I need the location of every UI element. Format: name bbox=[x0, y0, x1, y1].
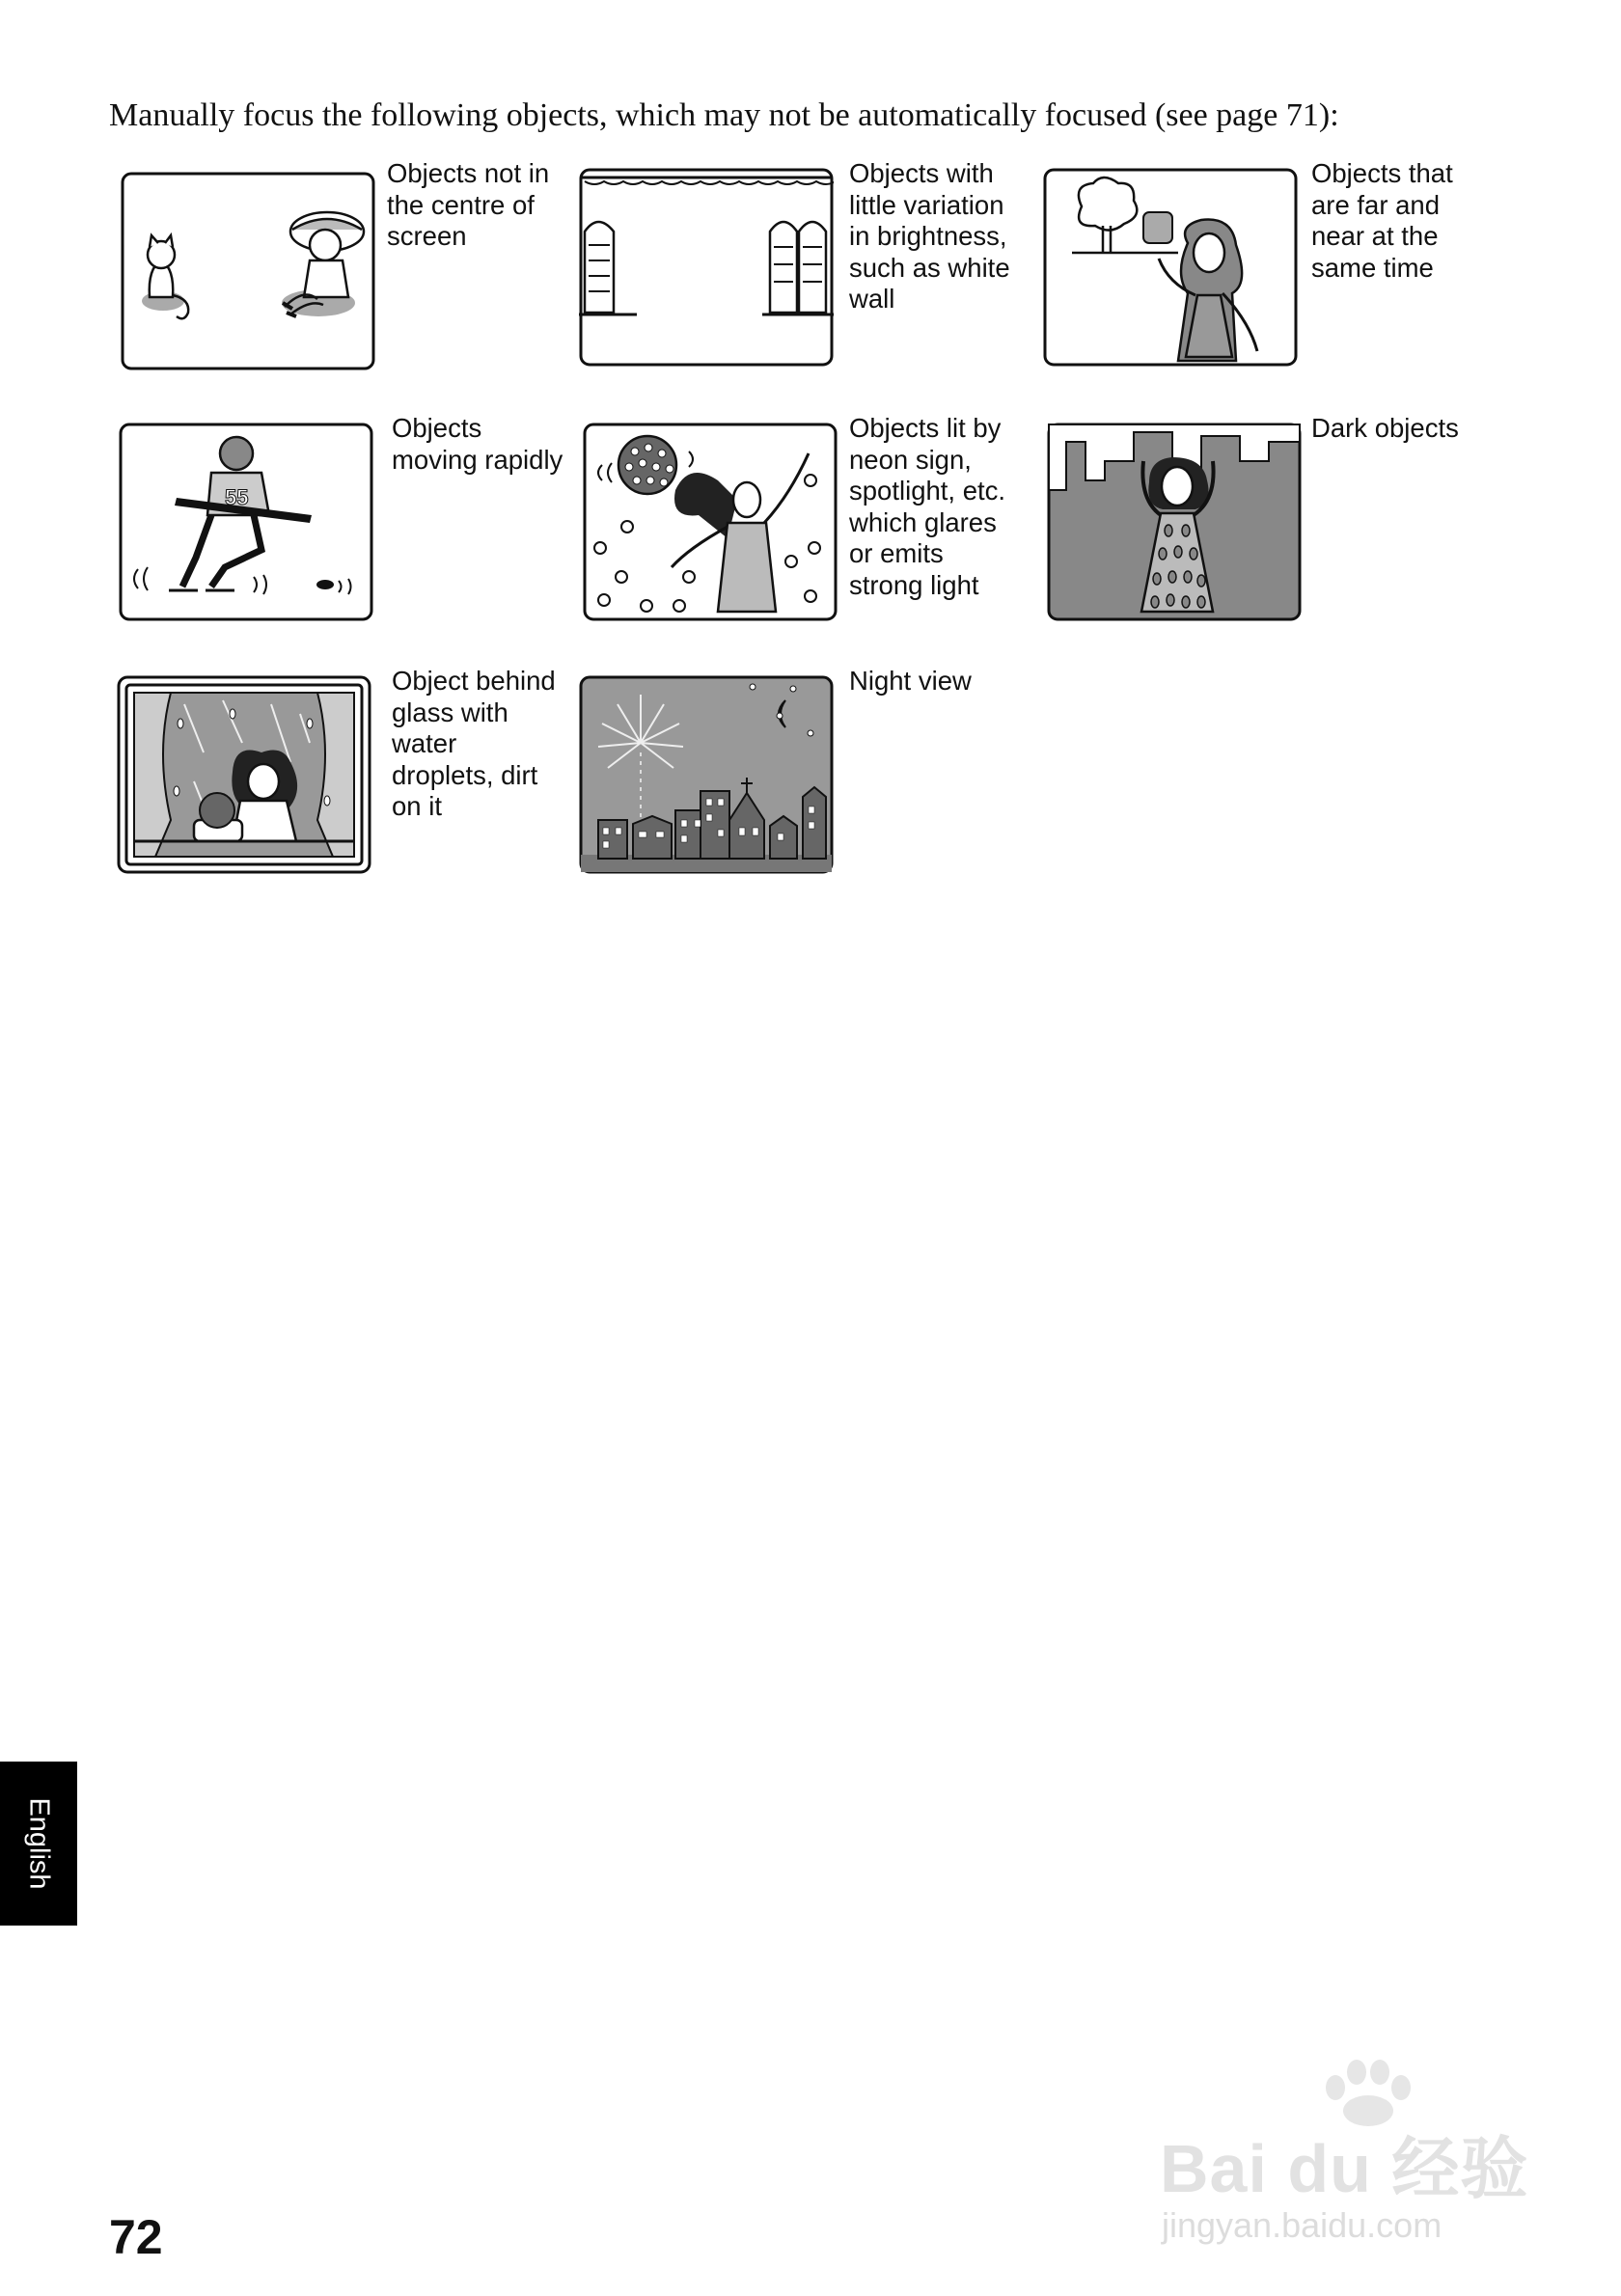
illustration-dark-objects bbox=[1047, 423, 1302, 621]
jersey-number: 55 bbox=[225, 485, 249, 509]
language-tab bbox=[0, 1762, 77, 1926]
watermark-url: jingyan.baidu.com bbox=[1162, 2205, 1442, 2245]
window-rain-icon bbox=[117, 675, 371, 874]
card-label-white-wall: Objects with little variation in brightness, such as white wall bbox=[849, 158, 1010, 314]
card-label-dark: Dark objects bbox=[1311, 413, 1459, 443]
cat-and-girl-icon bbox=[121, 172, 375, 370]
hockey-player-icon bbox=[119, 423, 373, 621]
card-label-off-centre: Objects not in the centre of screen bbox=[387, 158, 550, 251]
disco-ball-dancer-icon bbox=[583, 423, 838, 621]
night-city-fireworks-icon bbox=[579, 675, 834, 874]
watermark-main: Bai du 经验 bbox=[1160, 2131, 1529, 2206]
illustration-night-view bbox=[579, 675, 834, 874]
tree-and-woman-icon bbox=[1043, 168, 1298, 367]
card-label-night: Night view bbox=[849, 666, 972, 696]
intro-text: Manually focus the following objects, which may not be automatically focused (see page 71): bbox=[109, 97, 1339, 133]
illustration-off-centre-objects bbox=[121, 172, 375, 370]
page-number: 72 bbox=[109, 2210, 163, 2264]
woman-in-dark-icon bbox=[1047, 423, 1302, 621]
language-tab-label: English bbox=[23, 1797, 55, 1890]
white-wall-windows-icon bbox=[579, 168, 834, 367]
illustration-neon-spotlight bbox=[583, 423, 838, 621]
illustration-far-and-near bbox=[1043, 168, 1298, 367]
illustration-white-wall bbox=[579, 168, 834, 367]
card-label-behind-glass: Object behind glass with water droplets, dirt on it bbox=[392, 666, 556, 821]
illustration-moving-rapidly bbox=[119, 423, 373, 621]
card-label-moving: Objects moving rapidly bbox=[392, 413, 563, 475]
card-label-neon: Objects lit by neon sign, spotlight, etc. which glares or emits strong light bbox=[849, 413, 1006, 600]
card-label-far-near: Objects that are far and near at the same time bbox=[1311, 158, 1453, 283]
baidu-watermark bbox=[1156, 2064, 1542, 2257]
illustration-behind-glass bbox=[117, 675, 371, 874]
